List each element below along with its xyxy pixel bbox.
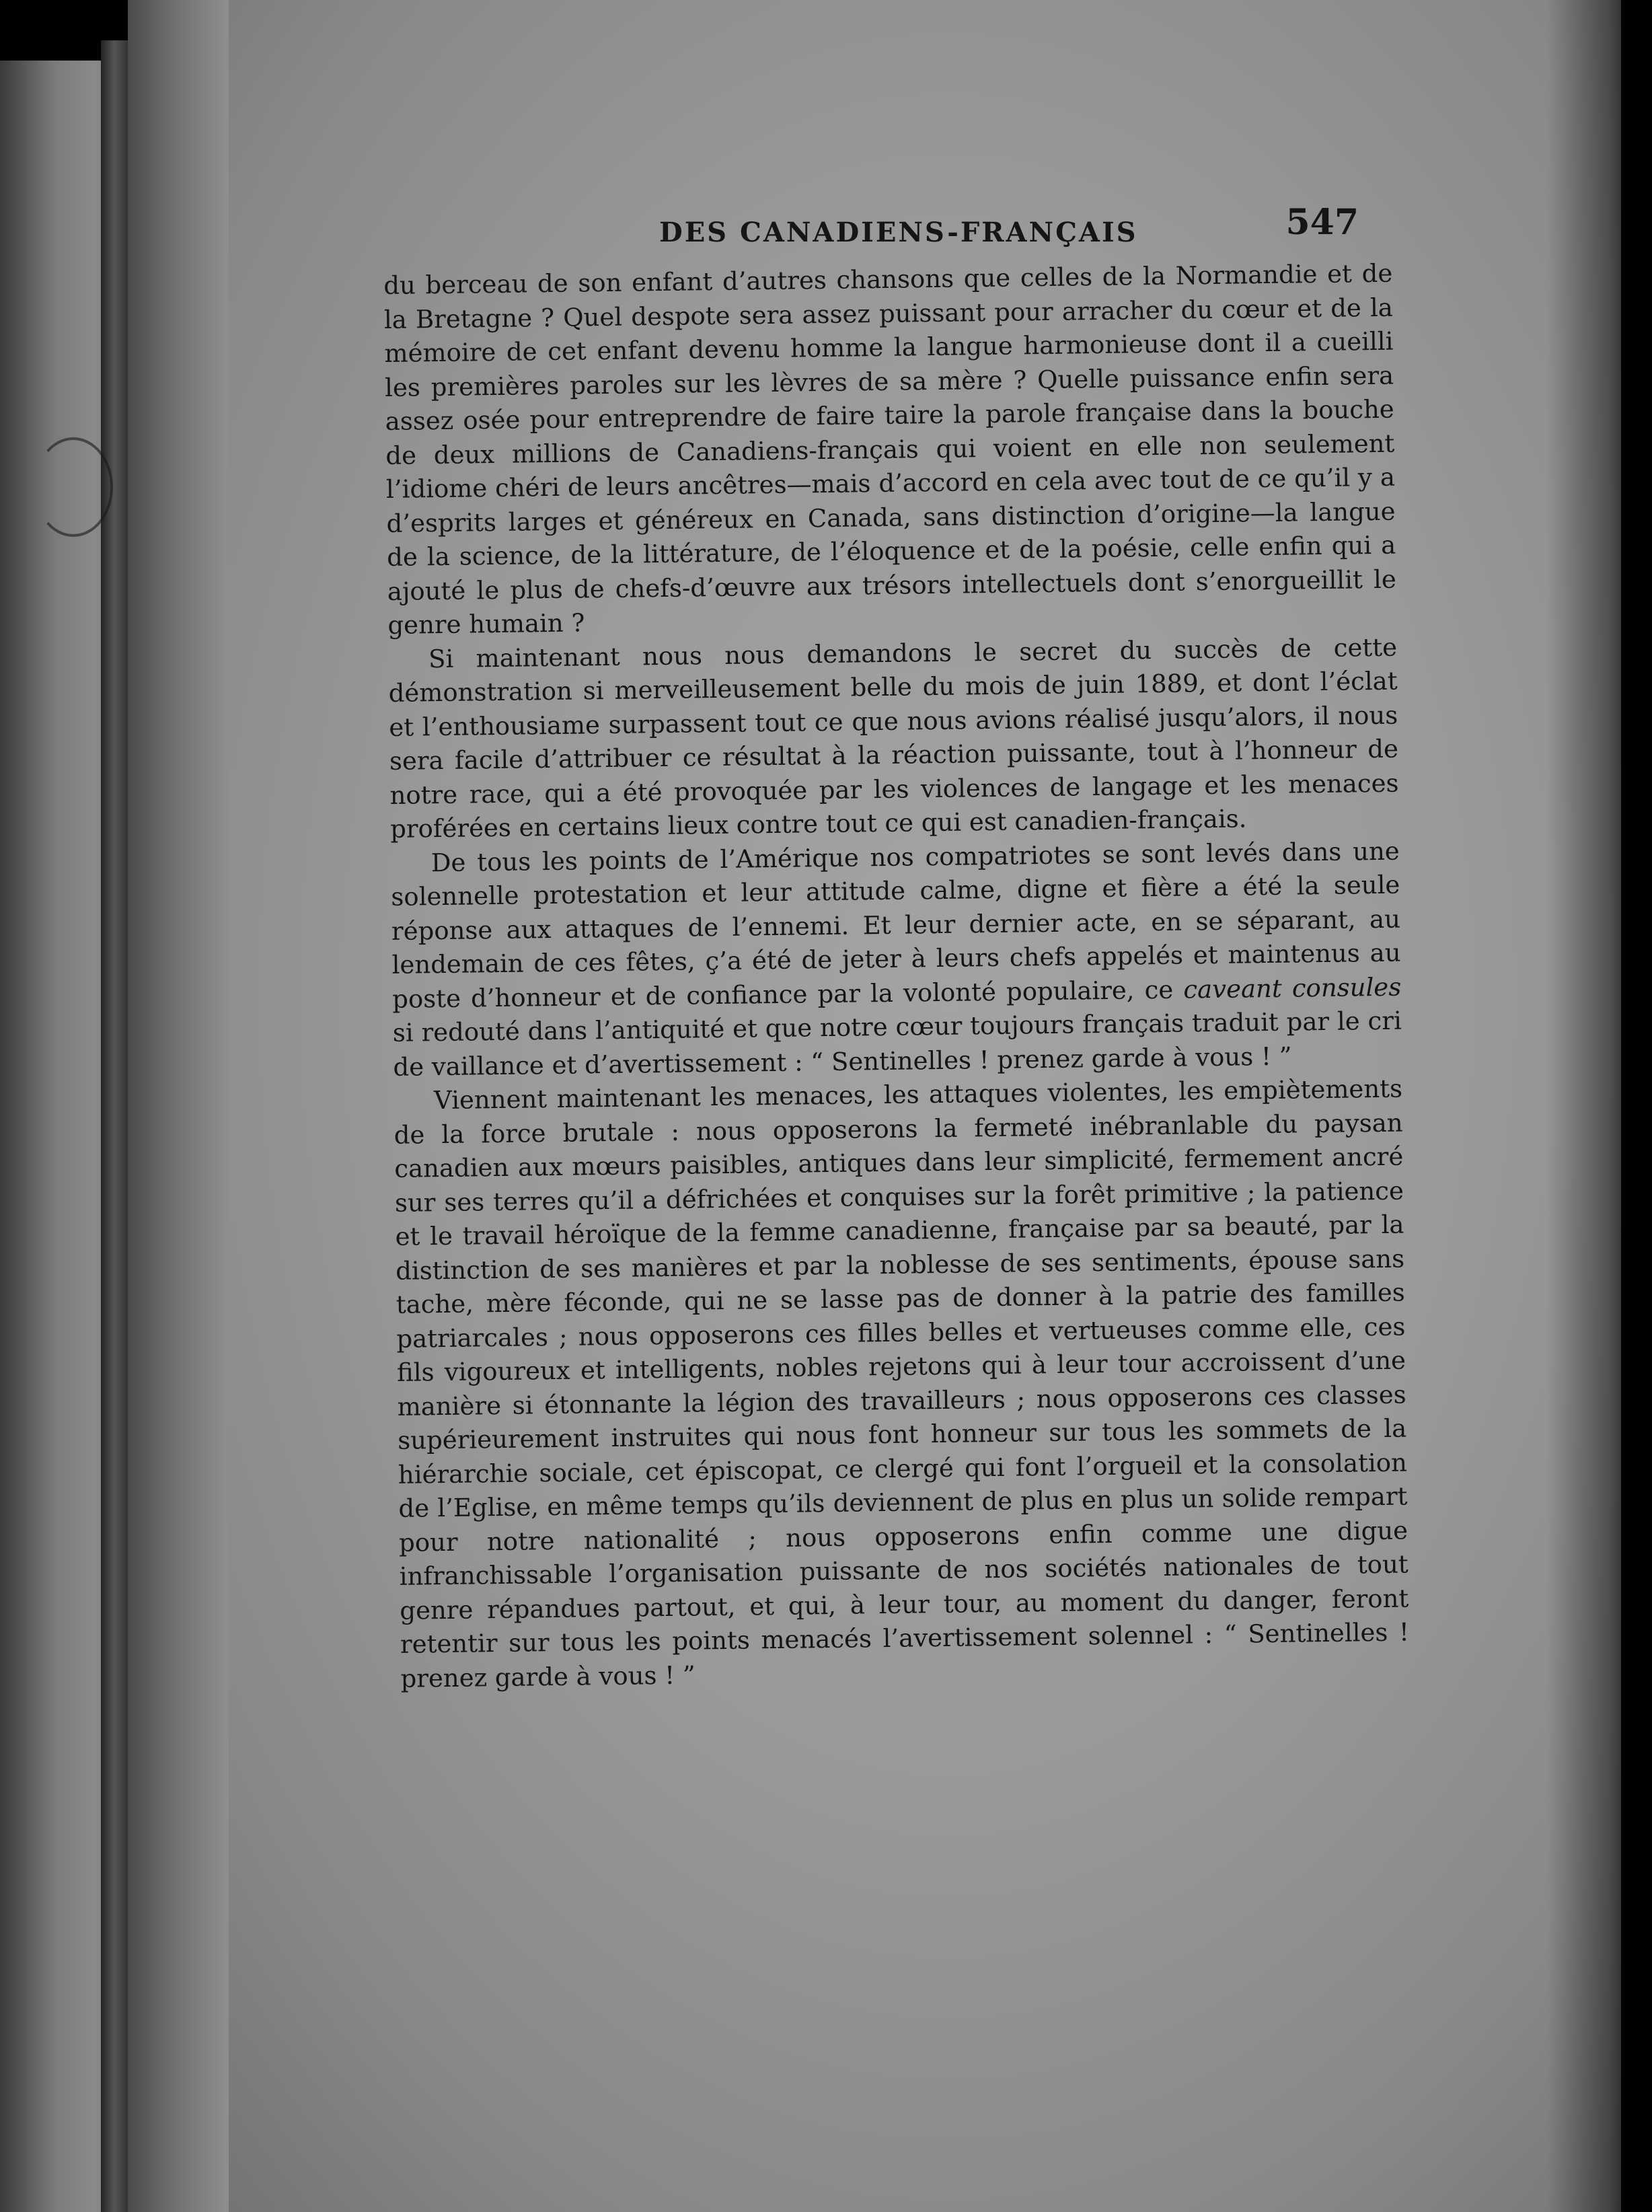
latin-phrase: caveant consules	[1183, 972, 1402, 1004]
left-page-edge	[101, 40, 128, 2212]
paragraph-3	[390, 834, 1402, 1084]
margin-mark	[34, 437, 113, 537]
paragraph-3-part-2: si redouté dans l’antiquité et que notre cœur toujours français traduit par le cri de vaillance et d’avertissement : “ Sentinelles ! prenez garde à vous ! ”	[392, 1006, 1402, 1082]
paragraph-4: Viennent maintenant les menaces, les attaques violentes, les empiètements de la force brutale : nous opposerons la fermeté inébranlable du paysan canadien aux mœurs paisibles, antiques dans leur simplicité, fermement ancré sur ses terres qu’il a défrichées et conquises sur la forêt primitive ; la patience et le travail héroïque de la femme canadienne, française par sa beauté, par la distinction de ses manières et par la noblesse de ses sentiments, épouse sans tache, mère féconde, qui ne se lasse pas de donner à la patrie des familles patriarcales ; nous opposerons ces filles belles et vertueuses comme elle, ces fils vigoureux et intelligents, nobles rejetons qui à leur tour accroissent d’une manière si étonnante la légion des travailleurs ; nous opposerons ces classes supérieurement instruites qui nous font honneur sur tous les sommets de la hiérarchie sociale, cet épiscopat, ce clergé qui font l’orgueil et la consolation de l’Eglise, en même temps qu’ils deviennent de plus en plus un solide rempart pour notre nationalité ; nous opposerons enfin comme une digue infranchissable l’organisation puissante de nos sociétés nationales de tout genre répandues partout, et qui, à leur tour, au moment du danger, feront retentir sur tous les points menacés l’avertissement solennel : “ Sentinelles ! prenez garde à vous ! ”	[393, 1074, 1410, 1693]
page-header	[377, 202, 1386, 256]
body-text	[383, 257, 1410, 1696]
right-edge-shadow	[1547, 0, 1652, 2212]
paragraph-3-part-1: De tous les points de l’Amérique nos compatriotes se sont levés dans une solennelle protestation et leur attitude calme, digne et fière a été la seule réponse aux attaques de l’ennemi. Et leur dernier acte, en se séparant, au lendemain de ces fêtes, ç’a été de jeter à leurs chefs appelés et maintenus au poste d’honneur et de confiance par la volonté populaire, ce	[391, 836, 1401, 1014]
running-title: DES CANADIENS-FRANÇAIS	[659, 217, 1138, 248]
page-number: 547	[1285, 202, 1359, 243]
paragraph-2: Si maintenant nous nous demandons le secret du succès de cette démonstration si merveilleusement belle du mois de juin 1889, et dont l’éclat et l’enthousiame surpassent tout ce que nous avions réalisé jusqu’alors, il nous sera facile d’attribuer ce résultat à la réaction puissante, tout à l’honneur de notre race, qui a été provoquée par les violences de langage et les menaces proférées en certains lieux contre tout ce qui est canadien-français.	[388, 632, 1399, 844]
gutter-shadow	[128, 0, 229, 2212]
paragraph-1: du berceau de son enfant d’autres chansons que celles de la Normandie et de la Bretagne ? Quel despote sera assez puissant pour arracher du cœur et de la mémoire de cet enfant devenu homme la langue harmonieuse dont il a cueilli les premières paroles sur les lèvres de sa mère ? Quelle puissance enfin sera assez osée pour entreprendre de faire taire la parole française dans la bouche de deux millions de Canadiens-français qui voient en elle non seulement l’idiome chéri de leurs ancêtres—mais d’accord en cela avec tout de ce qu’il y a d’esprits larges et généreux en Canada, sans distinction d’origine—la langue de la science, de la littérature, de l’éloquence et de la poésie, celle enfin qui a ajouté le plus de chefs-d’œuvre aux trésors intellectuels dont s’enorgueillit le genre humain ?	[383, 258, 1397, 640]
